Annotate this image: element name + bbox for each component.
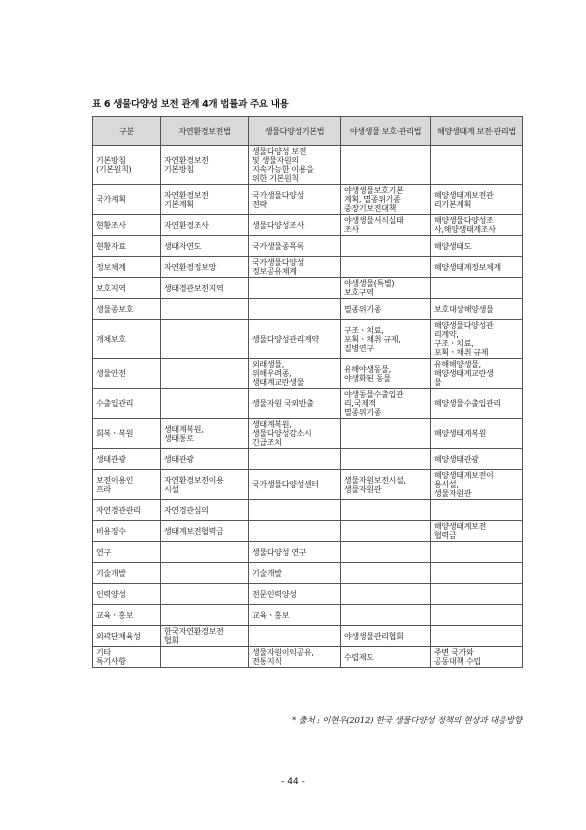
table-cell-nature-conservation: 한국자연환경보전 협회 [161, 626, 249, 647]
table-caption: 표 6 생물다양성 보전 관계 4개 법률과 주요 내용 [92, 99, 289, 110]
table-cell-marine: 해양생태계복원 [431, 419, 523, 449]
table-cell-biodiversity: 국가생물다양성 정보공유체계 [249, 257, 341, 278]
table-cell-nature-conservation [161, 320, 249, 359]
table-row [93, 500, 523, 521]
table-cell-wildlife: 야생동물수출입관 리,국제적 멸종위기종 [341, 389, 431, 419]
table-cell-biodiversity: 교육ㆍ홍보 [249, 605, 341, 626]
table-cell-category: 회복ㆍ복원 [93, 419, 161, 449]
page-number: - 44 - [281, 777, 305, 787]
table-cell-wildlife [341, 236, 431, 257]
table-cell-biodiversity [249, 500, 341, 521]
table-cell-nature-conservation [161, 563, 249, 584]
table-row [93, 359, 523, 389]
table-cell-wildlife [341, 257, 431, 278]
table-cell-category: 수출입관리 [93, 389, 161, 419]
table-row [93, 605, 523, 626]
table-cell-nature-conservation [161, 605, 249, 626]
table-row [93, 389, 523, 419]
table-cell-category: 정보체계 [93, 257, 161, 278]
table-cell-marine [431, 626, 523, 647]
table-cell-biodiversity: 생물다양성 보전 및 생물자원의 지속가능한 이용을 위한 기본원칙 [249, 146, 341, 185]
table-cell-biodiversity: 생물자원 국외반출 [249, 389, 341, 419]
table-cell-marine [431, 146, 523, 185]
table-cell-nature-conservation [161, 584, 249, 605]
source-note: * 출처 : 이현우(2012) 한국 생물다양성 정책의 현상과 대응방향 [291, 716, 522, 726]
table-cell-marine: 유해해양생물, 해양생태계교란생 물 [431, 359, 523, 389]
table-cell-biodiversity: 전문인력양성 [249, 584, 341, 605]
table-row [93, 584, 523, 605]
table-cell-biodiversity: 외래생물, 위해우려종, 생태계교란생물 [249, 359, 341, 389]
table-row [93, 470, 523, 500]
table-cell-nature-conservation [161, 542, 249, 563]
table-cell-category: 생물안전 [93, 359, 161, 389]
table-cell-category: 개체보호 [93, 320, 161, 359]
table-cell-wildlife: 야생생물관리협회 [341, 626, 431, 647]
table-cell-wildlife: 수렵제도 [341, 647, 431, 668]
table-cell-nature-conservation [161, 647, 249, 668]
table-cell-biodiversity: 생물다양성관리계약 [249, 320, 341, 359]
table-cell-category: 비용징수 [93, 521, 161, 542]
table-row [93, 419, 523, 449]
table-cell-biodiversity: 국가생물종목록 [249, 236, 341, 257]
table-cell-marine [431, 563, 523, 584]
table-cell-category: 인력양성 [93, 584, 161, 605]
table-cell-marine: 해양생물수출입관리 [431, 389, 523, 419]
table-row [93, 626, 523, 647]
table-cell-wildlife: 유해야생동물, 야생화된 동물 [341, 359, 431, 389]
table-cell-wildlife: 생물자원보전시설, 생물자원관 [341, 470, 431, 500]
table-cell-wildlife: 멸종위기종 [341, 299, 431, 320]
table-cell-category: 현황조사 [93, 215, 161, 236]
table-cell-wildlife [341, 500, 431, 521]
table-cell-category: 기타 특기사항 [93, 647, 161, 668]
table-row [93, 257, 523, 278]
table-cell-biodiversity: 국가생물다양성 전략 [249, 185, 341, 215]
table-cell-nature-conservation [161, 389, 249, 419]
table-cell-marine [431, 605, 523, 626]
table-cell-category: 교육ㆍ홍보 [93, 605, 161, 626]
header-marine-ecosystem-act: 해양생태계 보전·관리법 [431, 117, 523, 146]
table-cell-wildlife [341, 449, 431, 470]
table-cell-biodiversity [249, 521, 341, 542]
table-cell-marine: 해양생태계보전관 리기본계획 [431, 185, 523, 215]
table-cell-marine: 해양생태계보전 협력금 [431, 521, 523, 542]
table-cell-category: 생물종보호 [93, 299, 161, 320]
table-row [93, 185, 523, 215]
table-cell-marine [431, 584, 523, 605]
table-cell-marine [431, 500, 523, 521]
table-cell-marine: 해양생물다양성조 사,해양생태계조사 [431, 215, 523, 236]
table-row [93, 146, 523, 185]
table-cell-wildlife [341, 521, 431, 542]
table-cell-marine [431, 278, 523, 299]
table-cell-marine: 보호대상해양생물 [431, 299, 523, 320]
table-row [93, 320, 523, 359]
table-cell-wildlife: 야생생물(특별) 보호구역 [341, 278, 431, 299]
table-cell-marine: 주변 국가와 공동대책 수립 [431, 647, 523, 668]
table-cell-category: 연구 [93, 542, 161, 563]
header-biodiversity-act: 생물다양성기본법 [249, 117, 341, 146]
table-cell-marine: 해양생태계정보체계 [431, 257, 523, 278]
table-cell-nature-conservation: 생태자연도 [161, 236, 249, 257]
table-cell-nature-conservation: 자연환경보전이용 시설 [161, 470, 249, 500]
table-cell-wildlife [341, 146, 431, 185]
table-cell-nature-conservation [161, 299, 249, 320]
table-cell-nature-conservation: 자연환경정보망 [161, 257, 249, 278]
table-cell-nature-conservation: 생태경관보전지역 [161, 278, 249, 299]
table-cell-biodiversity [249, 449, 341, 470]
table-cell-wildlife: 구조ㆍ치료, 포획ㆍ채취 규제, 질병연구 [341, 320, 431, 359]
table-cell-marine: 해양생물다양성관 리계약, 구조ㆍ치료, 포획ㆍ채취 규제 [431, 320, 523, 359]
table-cell-biodiversity: 생물자원이익공유, 전통지식 [249, 647, 341, 668]
table-row [93, 449, 523, 470]
table-cell-nature-conservation: 생태계보전협력금 [161, 521, 249, 542]
table-cell-category: 국가계획 [93, 185, 161, 215]
table-body [93, 146, 523, 668]
table-cell-category: 현황자료 [93, 236, 161, 257]
table-cell-nature-conservation: 자연환경보전 기본방침 [161, 146, 249, 185]
table-cell-biodiversity [249, 299, 341, 320]
header-category: 구분 [93, 117, 161, 146]
table-row [93, 521, 523, 542]
table-row [93, 278, 523, 299]
table-cell-nature-conservation: 자연경관심의 [161, 500, 249, 521]
table-row [93, 215, 523, 236]
law-comparison-table [92, 116, 523, 668]
header-row [93, 117, 523, 146]
table-cell-biodiversity: 생물다양성조사 [249, 215, 341, 236]
table-cell-wildlife [341, 542, 431, 563]
table-cell-marine: 해양생태도 [431, 236, 523, 257]
table-cell-wildlife [341, 563, 431, 584]
table-row [93, 299, 523, 320]
table-cell-nature-conservation: 생태계복원, 생태통로 [161, 419, 249, 449]
table-cell-marine [431, 542, 523, 563]
table-cell-category: 생태관광 [93, 449, 161, 470]
table-cell-wildlife: 야생생물보호기본 계획, 멸종위기종 중장기보전대책 [341, 185, 431, 215]
table-cell-biodiversity [249, 626, 341, 647]
table-cell-biodiversity: 생물다양성 연구 [249, 542, 341, 563]
table-cell-category: 보호지역 [93, 278, 161, 299]
table-row [93, 563, 523, 584]
table-cell-nature-conservation: 자연환경조사 [161, 215, 249, 236]
table-cell-category: 보전이용인 프라 [93, 470, 161, 500]
table-cell-nature-conservation: 생태관광 [161, 449, 249, 470]
table-cell-category: 기술개발 [93, 563, 161, 584]
table-cell-marine: 해양생태관광 [431, 449, 523, 470]
header-wildlife-act: 야생생물 보호·관리법 [341, 117, 431, 146]
table-cell-biodiversity: 기술개발 [249, 563, 341, 584]
table-cell-biodiversity [249, 278, 341, 299]
table-cell-wildlife [341, 584, 431, 605]
table-cell-category: 자연경관관리 [93, 500, 161, 521]
table-cell-biodiversity: 생태계복원, 생물다양성감소시 긴급조치 [249, 419, 341, 449]
table-cell-biodiversity: 국가생물다양성센터 [249, 470, 341, 500]
table-cell-wildlife: 야생생물서식실태 조사 [341, 215, 431, 236]
table-row [93, 542, 523, 563]
table-row [93, 236, 523, 257]
table-cell-category: 기본방침 (기본원칙) [93, 146, 161, 185]
table-cell-marine: 해양생태계보전이 용시설, 생물자원관 [431, 470, 523, 500]
table-cell-category: 외곽단체육성 [93, 626, 161, 647]
table-cell-nature-conservation [161, 359, 249, 389]
table-cell-wildlife [341, 419, 431, 449]
table-header [93, 117, 523, 146]
header-nature-conservation-act: 자연환경보전법 [161, 117, 249, 146]
table-row [93, 647, 523, 668]
table-cell-nature-conservation: 자연환경보전 기본계획 [161, 185, 249, 215]
table-cell-wildlife [341, 605, 431, 626]
